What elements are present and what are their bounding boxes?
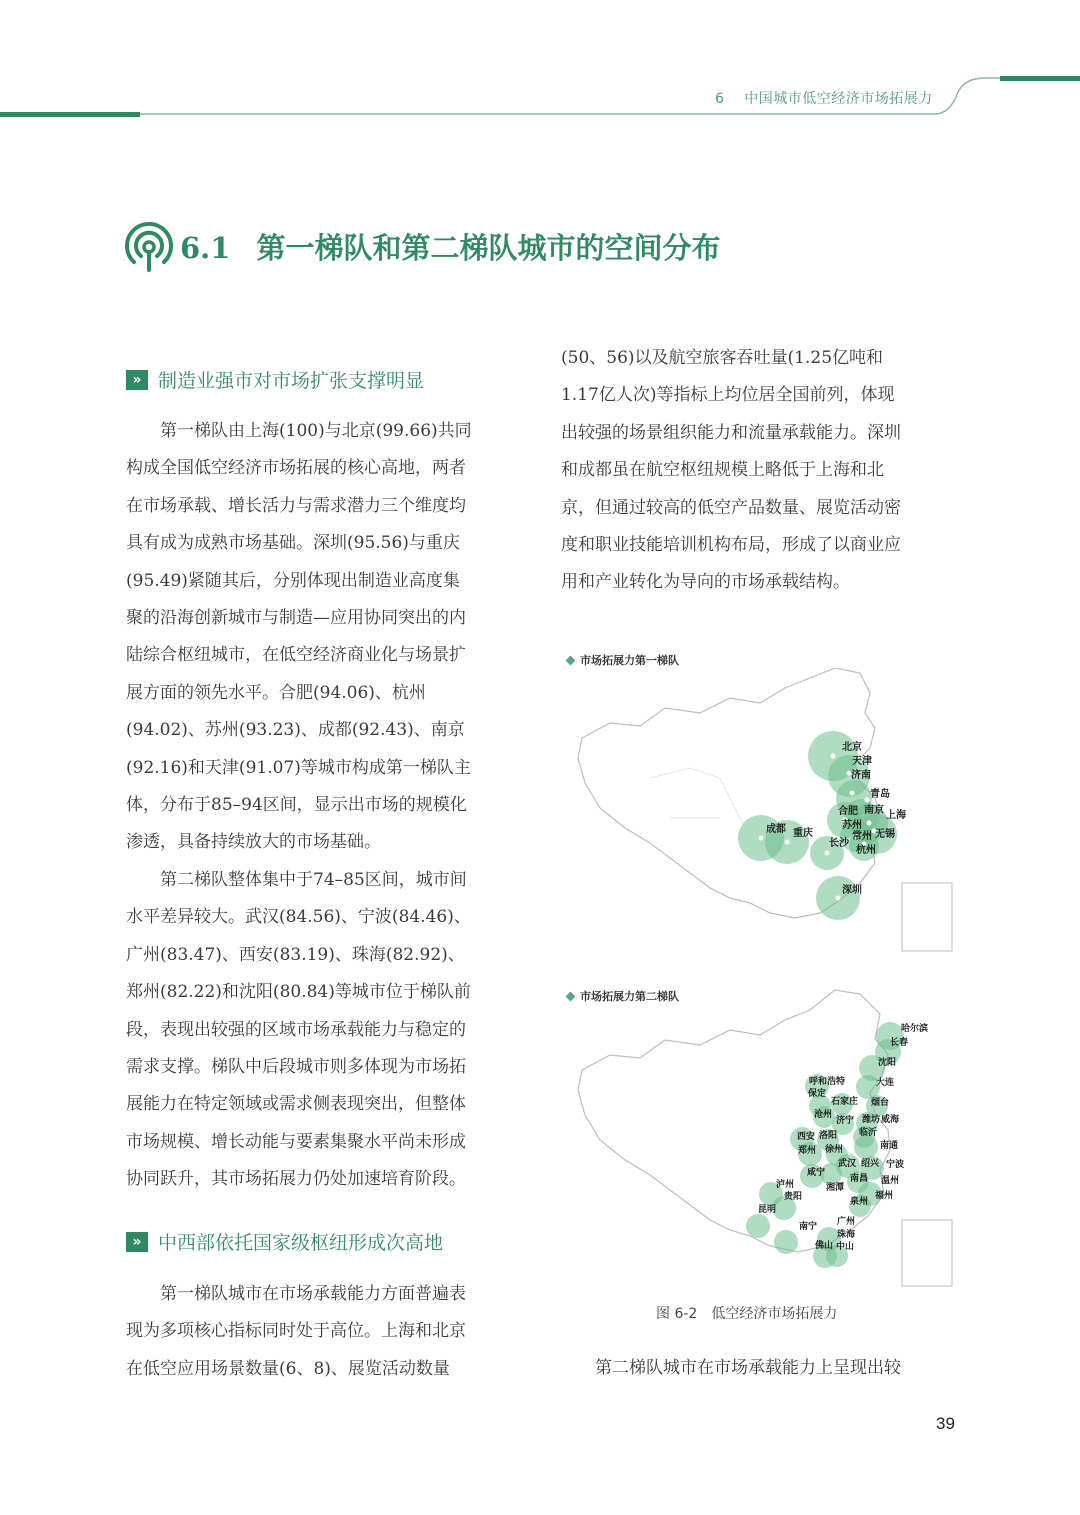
text-line: 在低空应用场景数量(6、8)、展览活动数量 [126, 1358, 450, 1379]
double-chevron-icon: » [126, 370, 148, 390]
text-line: 第一梯队由上海(100)与北京(99.66)共同 [160, 421, 472, 441]
text-line: 广州(83.47)、西安(83.19)、珠海(82.92)、 [126, 944, 465, 965]
text-line: 在市场承载、增长活力与需求潜力三个维度均 [126, 495, 466, 516]
subhead-text: 中西部依托国家级枢纽形成次高地 [158, 1232, 444, 1254]
chapter-number: 6 [715, 91, 725, 107]
text-line: 协同跃升，其市场拓展力仍处加速培育阶段。 [126, 1169, 466, 1190]
city-label: 天津 [852, 756, 872, 767]
text-line: 体，分布于85–94区间，显示出市场的规模化 [126, 795, 467, 816]
text-line: (92.16)和天津(91.07)等城市构成第一梯队主 [126, 757, 471, 778]
running-head [715, 88, 933, 108]
city-label: 呼和浩特 [809, 1077, 846, 1087]
map-tier2 [570, 984, 960, 1290]
city-label: 青岛 [870, 789, 890, 800]
subhead-manufacturing [126, 366, 424, 393]
city-label: 杭州 [856, 845, 876, 856]
map1-label [567, 652, 679, 668]
city-label: 长春 [890, 1038, 909, 1048]
section-number: 6.1 [180, 231, 231, 265]
city-label: 沈阳 [878, 1058, 897, 1068]
city-label: 成都 [766, 824, 786, 835]
city-label: 温州 [881, 1176, 900, 1186]
city-label: 哈尔滨 [901, 1024, 929, 1034]
chapter-title: 中国城市低空经济市场拓展力 [744, 91, 933, 107]
city-label: 珠海 [837, 1230, 856, 1240]
city-label: 北京 [842, 742, 862, 753]
city-label: 威海 [881, 1115, 900, 1125]
city-label: 上海 [886, 810, 906, 821]
city-label: 长沙 [829, 838, 849, 849]
city-label: 济南 [851, 770, 871, 781]
city-label: 南宁 [799, 1222, 818, 1232]
subhead-midwest [126, 1228, 443, 1255]
section-title-text: 第一梯队和第二梯队城市的空间分布 [256, 231, 721, 265]
city-label: 贵阳 [784, 1192, 803, 1202]
text-line: 度和职业技能培训机构布局，形成了以商业应 [561, 535, 901, 556]
diamond-bullet-icon [566, 656, 576, 666]
city-label: 泸州 [776, 1180, 795, 1190]
city-label: 洛阳 [819, 1131, 838, 1141]
section-title [180, 226, 720, 267]
city-label: 南京 [864, 805, 884, 816]
city-label: 福州 [875, 1191, 894, 1201]
city-label: 徐州 [825, 1145, 844, 1155]
page-number: 39 [936, 1414, 955, 1433]
city-label: 宁波 [886, 1160, 905, 1170]
city-label: 郑州 [798, 1146, 817, 1156]
paragraph-midwest [126, 1276, 520, 1388]
city-label: 南昌 [850, 1174, 869, 1184]
text-line: (95.49)紧随其后，分别体现出制造业高度集 [126, 570, 460, 591]
city-label: 潍坊 [862, 1115, 881, 1125]
text-line: 陆综合枢纽城市，在低空经济商业化与场景扩 [126, 645, 466, 666]
city-label: 深圳 [842, 885, 862, 896]
city-label: 重庆 [793, 828, 813, 839]
city-label: 南通 [880, 1141, 899, 1151]
city-label: 济宁 [836, 1116, 855, 1126]
text-line: 展能力在特定领域或需求侧表现突出，但整体 [126, 1094, 466, 1115]
text-line: 第二梯队整体集中于74–85区间，城市间 [160, 869, 467, 890]
city-label: 西安 [797, 1132, 816, 1142]
city-label: 苏州 [842, 820, 862, 831]
paragraph-right-bottom [561, 1350, 955, 1387]
paragraph-tier1 [126, 413, 520, 1199]
text-line: 构成全国低空经济市场拓展的核心高地，两者 [126, 458, 466, 479]
city-label: 常州 [852, 831, 872, 842]
map-tier1 [570, 668, 960, 958]
figure-caption: 图 6-2 低空经济市场拓展力 [656, 1306, 838, 1322]
city-label: 临沂 [859, 1128, 878, 1138]
city-label: 武汉 [838, 1159, 857, 1169]
text-line: 和成都虽在航空枢纽规模上略低于上海和北 [561, 460, 884, 481]
city-label: 广州 [837, 1217, 856, 1227]
text-line: 水平差异较大。武汉(84.56)、宁波(84.46)、 [126, 907, 471, 928]
map1-label-text: 市场拓展力第一梯队 [580, 654, 679, 667]
city-label: 烟台 [871, 1098, 890, 1108]
double-chevron-icon: » [126, 1232, 148, 1252]
subhead-text: 制造业强市对市场扩张支撑明显 [158, 370, 425, 392]
text-line: 需求支撑。梯队中后段城市则多体现为市场拓 [126, 1056, 466, 1077]
text-line: 第二梯队城市在市场承载能力上呈现出较 [595, 1358, 901, 1378]
text-line: 1.17亿人次)等指标上均位居全国前列，体现 [561, 385, 895, 406]
text-line: 渗透，具备持续放大的市场基础。 [126, 832, 381, 853]
city-label: 佛山 [815, 1241, 834, 1251]
text-line: 郑州(82.22)和沈阳(80.84)等城市位于梯队前 [126, 982, 471, 1003]
text-line: 市场规模、增长动能与要素集聚水平尚未形成 [126, 1131, 466, 1152]
text-line: 段，表现出较强的区域市场承载能力与稳定的 [126, 1019, 466, 1040]
text-line: 京，但通过较高的低空产品数量、展览活动密 [561, 497, 901, 518]
text-line: (94.02)、苏州(93.23)、成都(92.43)、南京 [126, 720, 465, 741]
city-label: 湘潭 [826, 1183, 845, 1193]
text-line: 现为多项核心指标同时处于高位。上海和北京 [126, 1321, 466, 1342]
city-label: 石家庄 [831, 1097, 859, 1107]
paragraph-right [561, 340, 955, 602]
text-line: 具有成为成熟市场基础。深圳(95.56)与重庆 [126, 533, 460, 554]
city-label: 沧州 [814, 1110, 833, 1120]
map2-label-text: 市场拓展力第二梯队 [580, 990, 679, 1003]
text-line: 出较强的场景组织能力和流量承载能力。深圳 [561, 422, 901, 443]
signal-icon [124, 222, 174, 274]
city-label: 保定 [808, 1089, 827, 1099]
city-label: 昆明 [758, 1205, 777, 1215]
city-label: 大连 [876, 1078, 895, 1088]
text-line: (50、56)以及航空旅客吞吐量(1.25亿吨和 [561, 348, 884, 368]
text-line: 第一梯队城市在市场承载能力方面普遍表 [160, 1284, 466, 1304]
city-label: 绍兴 [861, 1159, 880, 1169]
text-line: 展方面的领先水平。合肥(94.06)、杭州 [126, 682, 426, 703]
city-label: 泉州 [850, 1197, 869, 1207]
city-label: 中山 [836, 1242, 855, 1252]
text-line: 聚的沿海创新城市与制造—应用协同突出的内 [126, 608, 466, 629]
text-line: 用和产业转化为导向的市场承载结构。 [561, 572, 850, 593]
city-label: 合肥 [838, 806, 858, 817]
city-label: 无锡 [875, 829, 895, 840]
city-label: 咸宁 [807, 1168, 826, 1178]
